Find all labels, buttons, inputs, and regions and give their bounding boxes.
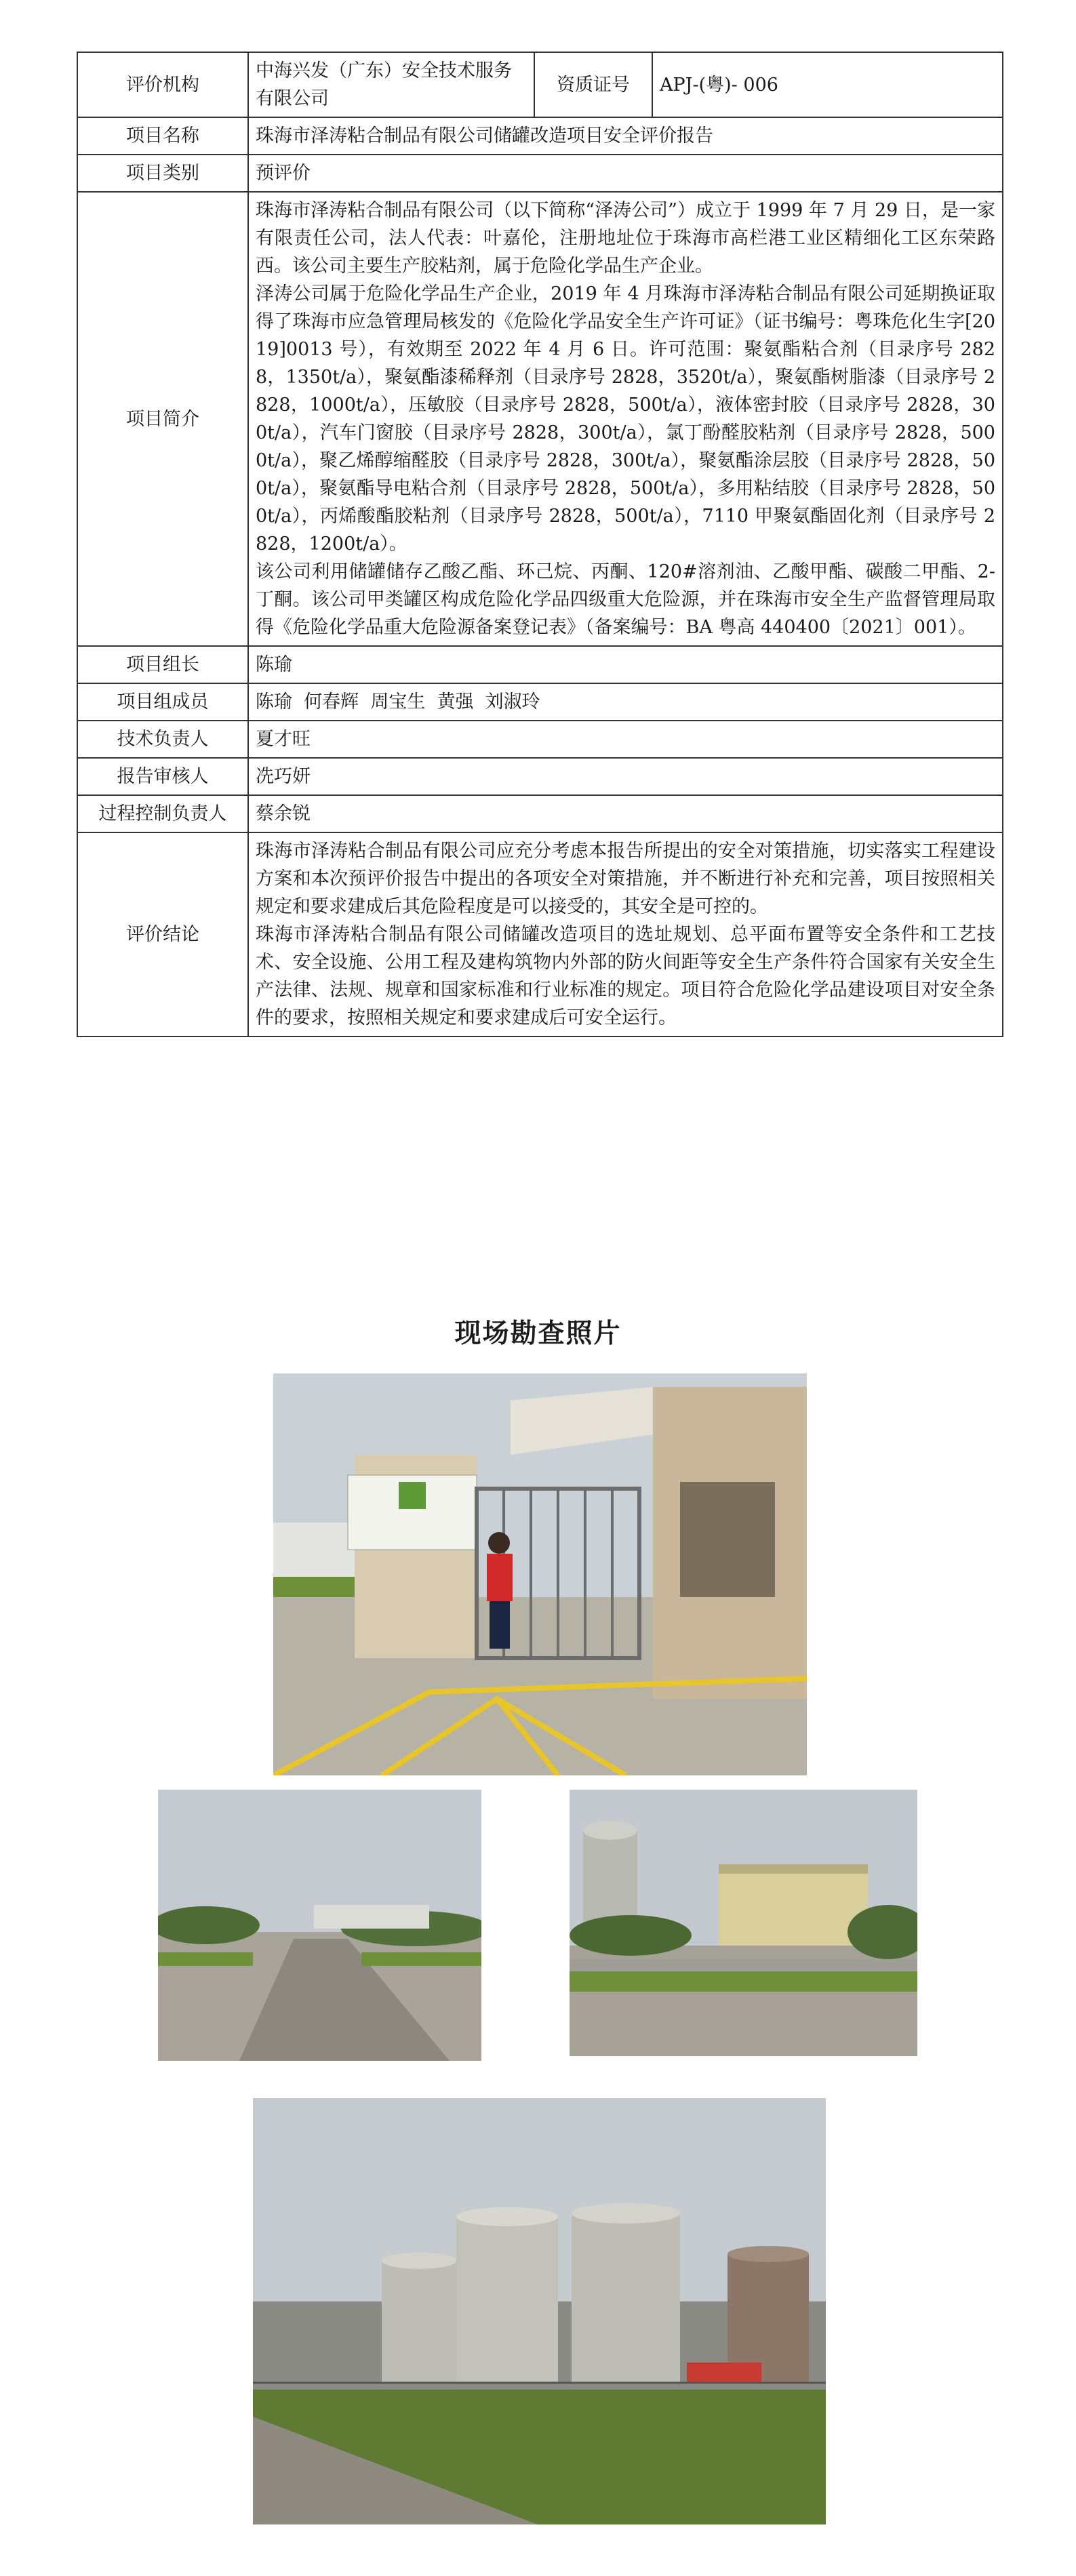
site-photo-road-1 [158,1790,481,2061]
table-row [77,795,1003,832]
tanks-photo-image [253,2098,826,2524]
table-row [77,155,1003,192]
site-photo-silo [570,1790,917,2056]
table-row [77,52,1003,117]
intro-paragraph: 泽涛公司属于危险化学品生产企业，2019 年 4 月珠海市泽涛粘合制品有限公司延期换证取得了珠海市应急管理局核发的《危险化学品安全生产许可证》（证书编号：粤珠危化生字[2019]0013 号），有效期至 2022 年 4 月 6 日。许可范围：聚氨酯粘合剂（目录序号 2828，1350t/a），聚氨酯漆稀释剂（目录序号 2828，3520t/a），聚氨酯树脂漆（目录序号 2828，1000t/a），压敏胶（目录序号 2828，500t/a），液体密封胶（目录序号 2828，300t/a），汽车门窗胶（目录序号 2828，300t/a），氯丁酚醛胶粘剂（目录序号 2828，5000t/a），聚乙烯醇缩醛胶（目录序号 2828，300t/a），聚氨酯涂层胶（目录序号 2828，500t/a），聚氨酯导电粘合剂（目录序号 2828，500t/a），多用粘结胶（目录序号 2828，500t/a），丙烯酸酯胶粘剂（目录序号 2828，500t/a），7110 甲聚氨酯固化剂（目录序号 2828，1200t/a）。 [256,283,995,555]
tech-value: 夏才旺 [248,721,1003,758]
org-label: 评价机构 [77,52,248,117]
intro-value [248,192,1003,646]
table-row [77,192,1003,646]
category-value: 预评价 [248,155,1003,192]
members-label: 项目组成员 [77,683,248,721]
silo-photo-image [570,1790,917,2056]
gate-photo-image [273,1373,807,1775]
project-name-value: 珠海市泽涛粘合制品有限公司储罐改造项目安全评价报告 [248,117,1003,155]
conclusion-paragraph: 珠海市泽涛粘合制品有限公司应充分考虑本报告所提出的安全对策措施，切实落实工程建设方案和本次预评价报告中提出的各项安全对策措施，并不断进行补充和完善，项目按照相关规定和要求建成后其危险程度是可以接受的，其安全是可控的。 [256,841,995,917]
process-label: 过程控制负责人 [77,795,248,832]
table-row [77,832,1003,1037]
reviewer-value: 冼巧妍 [248,758,1003,795]
process-value: 蔡余锐 [248,795,1003,832]
road-photo-image [158,1790,481,2061]
leader-label: 项目组长 [77,646,248,683]
cert-label: 资质证号 [534,52,652,117]
conclusion-value [248,832,1003,1037]
table-row [77,646,1003,683]
leader-value: 陈瑜 [248,646,1003,683]
intro-paragraph: 珠海市泽涛粘合制品有限公司（以下简称“泽涛公司”）成立于 1999 年 7 月 29 日，是一家有限责任公司，法人代表：叶嘉伦，注册地址位于珠海市高栏港工业区精细化工区东荣路西。该公司主要生产胶粘剂，属于危险化学品生产企业。 [256,200,995,277]
tech-label: 技术负责人 [77,721,248,758]
intro-paragraph: 该公司利用储罐储存乙酸乙酯、环己烷、丙酮、120#溶剂油、乙酸甲酯、碳酸二甲酯、2-丁酮。该公司甲类罐区构成危险化学品四级重大危险源，并在珠海市安全生产监督管理局取得《危险化学品重大危险源备案登记表》（备案编号：BA 粤高 440400〔2021〕001）。 [256,561,995,638]
table-row [77,117,1003,155]
table-row [77,721,1003,758]
site-photo-gate [273,1373,807,1775]
intro-label: 项目简介 [77,192,248,646]
evaluation-info-table [77,52,1003,1037]
category-label: 项目类别 [77,155,248,192]
conclusion-paragraph: 珠海市泽涛粘合制品有限公司储罐改造项目的选址规划、总平面布置等安全条件和工艺技术、安全设施、公用工程及建构筑物内外部的防火间距等安全生产条件符合国家有关安全生产法律、法规、规章和国家标准和行业标准的规定。项目符合危险化学品建设项目对安全条件的要求，按照相关规定和要求建成后可安全运行。 [256,924,995,1028]
photos-title: 现场勘查照片 [454,1319,622,1349]
table-row [77,683,1003,721]
table-row [77,758,1003,795]
cert-value: APJ-(粤)- 006 [652,52,1003,117]
project-name-label: 项目名称 [77,117,248,155]
members-value: 陈瑜 何春辉 周宝生 黄强 刘淑玲 [248,683,1003,721]
conclusion-label: 评价结论 [77,832,248,1037]
org-value: 中海兴发（广东）安全技术服务有限公司 [248,52,534,117]
site-photo-tanks [253,2098,826,2524]
reviewer-label: 报告审核人 [77,758,248,795]
